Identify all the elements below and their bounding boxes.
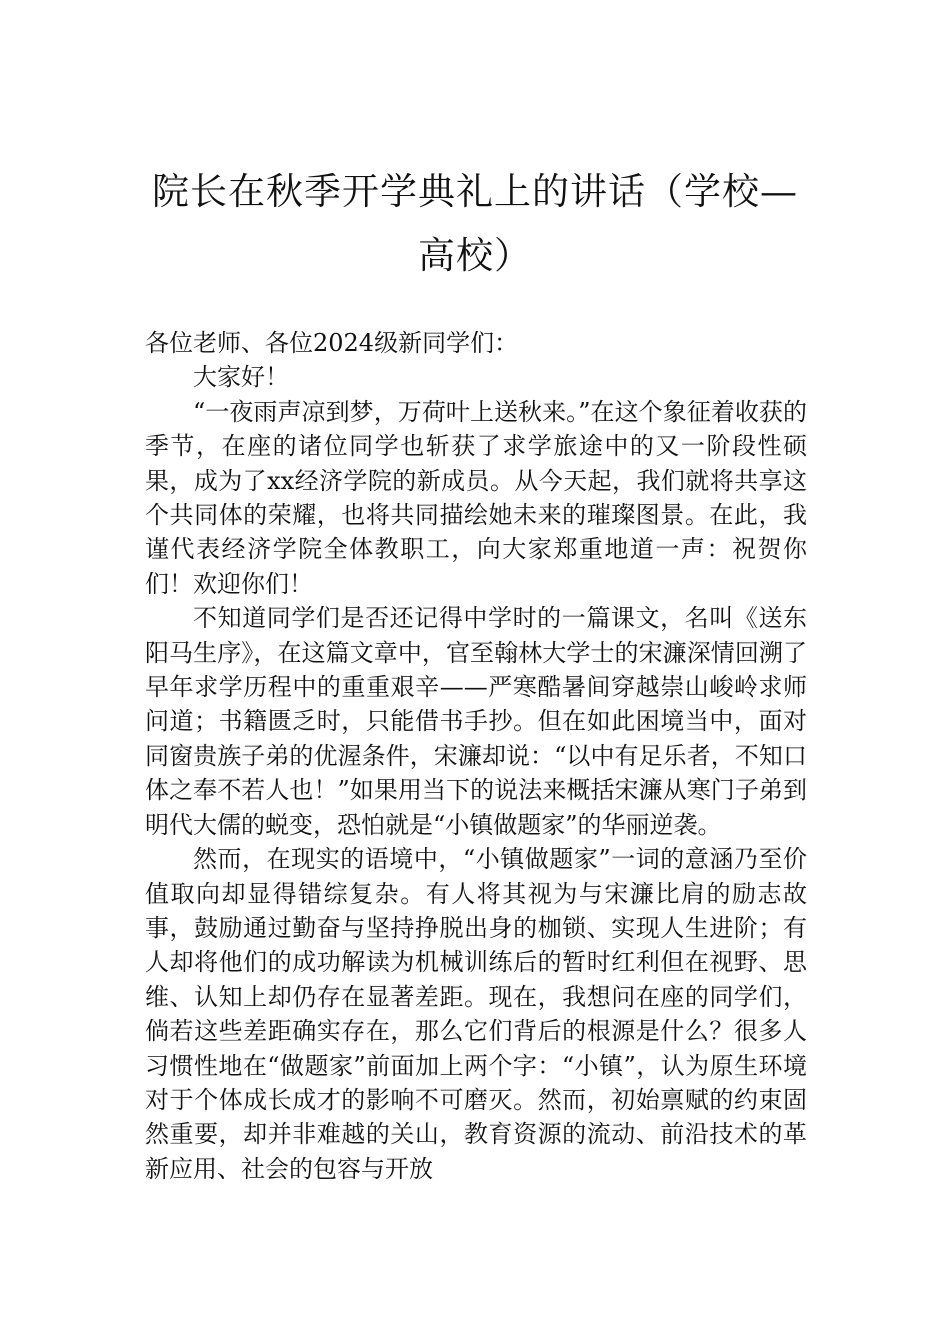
paragraph-2: 不知道同学们是否还记得中学时的一篇课文，名叫《送东阳马生序》，在这篇文章中，官至翰林大学士的宋濂深情回溯了早年求学历程中的重重艰辛——严寒酷暑间穿越崇山峻岭求师问道；书籍匮乏时，只能借书手抄。但在如此困境当中，面对同窗贵族子弟的优渥条件，宋濂却说：“以中有足乐者，不知口体之奉不若人也！”如果用当下的说法来概括宋濂从寒门子弟到明代大儒的蜕变，恐怕就是“小镇做题家”的华丽逆袭。	[145, 604, 807, 839]
paragraph-1: “一夜雨声凉到梦，万荷叶上送秋来。”在这个象征着收获的季节，在座的诸位同学也斩获了求学旅途中的又一阶段性硕果，成为了xx经济学院的新成员。从今天起，我们就将共享这个共同体的荣耀，也将共同描绘她未来的璀璨图景。在此，我谨代表经济学院全体教职工，向大家郑重地道一声：祝贺你们！欢迎你们！	[145, 397, 807, 598]
document-title: 院长在秋季开学典礼上的讲话（学校—高校）	[152, 170, 798, 277]
paragraph-3: 然而，在现实的语境中，“小镇做题家”一词的意涵乃至价值取向却显得错综复杂。有人将其视为与宋濂比肩的励志故事，鼓励通过勤奋与坚持挣脱出身的枷锁、实现人生进阶；有人却将他们的成功解读为机械训练后的暂时红利但在视野、思维、认知上却仍存在显著差距。现在，我想问在座的同学们，倘若这些差距确实存在，那么它们背后的根源是什么？很多人习惯性地在“做题家”前面加上两个字：“小镇”，认为原生环境对于个体成长成才的影响不可磨灭。然而，初始禀赋的约束固然重要，却并非难越的关山，教育资源的流动、前沿技术的革新应用、社会的包容与开放	[145, 845, 807, 1183]
salutation: 各位老师、各位2024级新同学们：	[145, 329, 519, 357]
document-body	[145, 326, 807, 1186]
greeting: 大家好！	[193, 363, 289, 392]
